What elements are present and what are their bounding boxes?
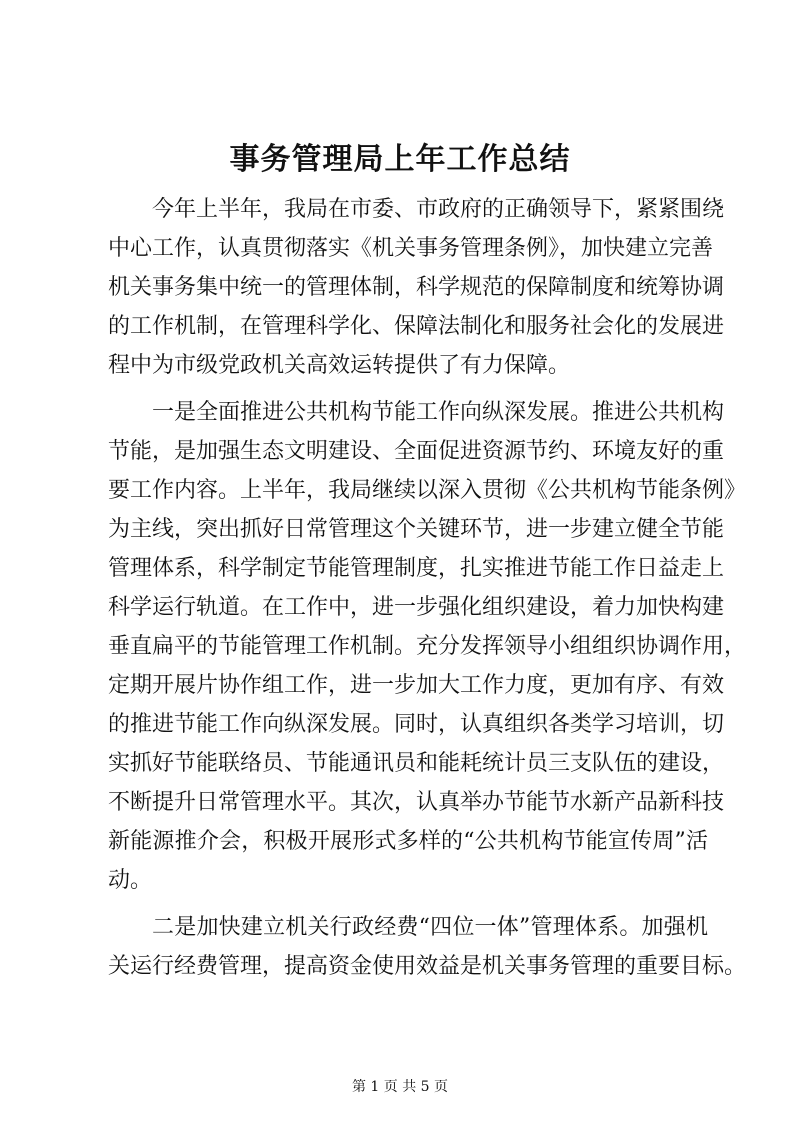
text-line: 实抓好节能联络员、节能通讯员和能耗统计员三支队伍的建设， — [108, 751, 725, 776]
text-line: 新能源推介会，积极开展形式多样的“公共机构节能宣传周”活 — [108, 829, 708, 854]
text-line: 今年上半年，我局在市委、市政府的正确领导下，紧紧围绕 — [152, 197, 725, 222]
paragraph-2 — [108, 393, 747, 900]
document-title: 事务管理局上年工作总结 — [229, 142, 571, 177]
text-line: 关运行经费管理，提高资金使用效益是机关事务管理的重要目标。 — [108, 954, 747, 979]
text-line: 二是加快建立机关行政经费“四位一体”管理体系。加强机 — [152, 915, 708, 940]
paragraph-3 — [108, 908, 747, 986]
text-line: 节能，是加强生态文明建设、全面促进资源节约、环境友好的重 — [108, 439, 725, 464]
text-line: 程中为市级党政机关高效运转提供了有力保障。 — [108, 353, 571, 378]
text-line: 动。 — [108, 868, 153, 893]
text-line: 不断提升日常管理水平。其次，认真举办节能节水新产品新科技 — [108, 790, 725, 815]
text-line: 的推进节能工作向纵深发展。同时，认真组织各类学习培训，切 — [108, 712, 725, 737]
text-line: 中心工作，认真贯彻落实《机关事务管理条例》，加快建立完善 — [108, 236, 714, 261]
text-line: 定期开展片协作组工作，进一步加大工作力度，更加有序、有效 — [108, 673, 725, 698]
text-line: 垂直扁平的节能管理工作机制。充分发挥领导小组组织协调作用， — [108, 634, 747, 659]
text-line: 科学运行轨道。在工作中，进一步强化组织建设，着力加快构建 — [108, 595, 725, 620]
text-line: 为主线，突出抓好日常管理这个关键环节，进一步建立健全节能 — [108, 517, 725, 542]
text-line: 一是全面推进公共机构节能工作向纵深发展。推进公共机构 — [152, 400, 725, 425]
text-line: 的工作机制，在管理科学化、保障法制化和服务社会化的发展进 — [108, 314, 725, 339]
paragraph-1 — [108, 190, 725, 385]
text-line: 管理体系，科学制定节能管理制度，扎实推进节能工作日益走上 — [108, 556, 725, 581]
document-body — [108, 190, 747, 986]
text-line: 要工作内容。上半年，我局继续以深入贯彻《公共机构节能条例》 — [108, 478, 747, 503]
text-line: 机关事务集中统一的管理体制，科学规范的保障制度和统筹协调 — [108, 275, 725, 300]
page-footer: 第 1 页 共 5 页 — [351, 1079, 449, 1095]
